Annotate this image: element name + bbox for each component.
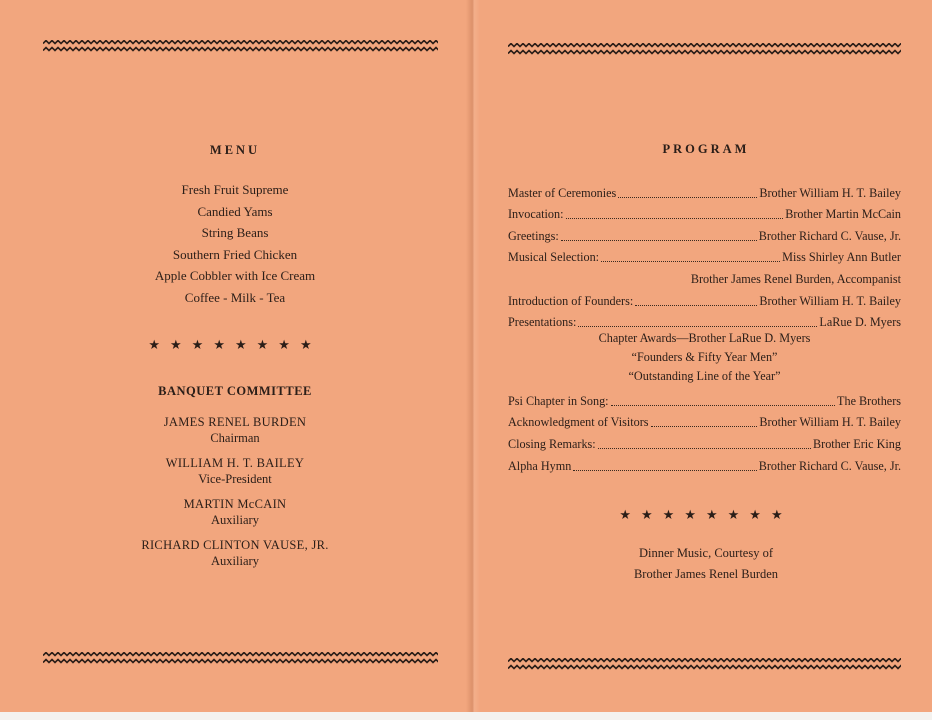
footer-line: Brother James Renel Burden (633, 567, 779, 581)
footer-line: Dinner Music, Courtesy of (638, 546, 773, 560)
member-role: Vice-President (198, 472, 272, 486)
bottom-right-zigzag-border (508, 658, 901, 672)
program-panel (480, 0, 932, 712)
menu-item: Apple Cobbler with Ice Cream (154, 268, 316, 284)
awards-line: “Outstanding Line of the Year” (628, 369, 781, 384)
program-row-label: Introduction of Founders: (508, 293, 634, 308)
program-row (508, 179, 901, 201)
program-row-value: The Brothers (837, 393, 901, 408)
member-name: MARTIN McCAIN (183, 497, 287, 511)
program-row-value: Brother William H. T. Bailey (759, 185, 901, 200)
top-right-zigzag-border (508, 43, 901, 57)
program-row-label: Alpha Hymn (508, 458, 572, 473)
program-accompanist (508, 265, 901, 287)
dot-leader (611, 404, 835, 406)
program-row-label: Master of Ceremonies (508, 185, 617, 200)
menu-item: Southern Fried Chicken (172, 246, 298, 262)
committee-list (0, 414, 470, 578)
menu-item: Candied Yams (197, 203, 273, 219)
dot-leader (601, 260, 780, 262)
dot-leader (578, 325, 817, 327)
program-row-label: Invocation: (508, 207, 564, 222)
program-row (508, 409, 901, 431)
menu-list (0, 181, 470, 311)
dot-leader (651, 425, 758, 427)
program-row-label: Acknowledgment of Visitors (508, 415, 649, 430)
member-name: RICHARD CLINTON VAUSE, JR. (141, 538, 329, 552)
member-role: Chairman (210, 431, 260, 445)
program-row (508, 287, 901, 309)
member-name: WILLIAM H. T. BAILEY (165, 456, 305, 470)
program-row-value: Brother Richard C. Vause, Jr. (758, 458, 901, 473)
program-row (508, 452, 901, 474)
program-row-value: Brother William H. T. Bailey (759, 415, 901, 430)
committee-member (0, 496, 470, 528)
program-title: PROGRAM (662, 142, 750, 156)
menu-item: Coffee - Milk - Tea (184, 289, 286, 305)
program-row-value: LaRue D. Myers (819, 315, 901, 330)
dot-leader (635, 304, 757, 306)
committee-member (0, 414, 470, 446)
menu-title: MENU (209, 143, 261, 157)
program-row (508, 430, 901, 452)
committee-title: BANQUET COMMITTEE (158, 384, 312, 398)
program-row-value: Brother Richard C. Vause, Jr. (758, 228, 901, 243)
program-row-value: Brother Martin McCain (785, 207, 901, 222)
awards-line: Chapter Awards—Brother LaRue D. Myers (598, 331, 811, 346)
dinner-music-credit (480, 543, 932, 585)
member-role: Auxiliary (211, 554, 259, 568)
dot-leader (573, 469, 756, 471)
committee-member (0, 537, 470, 569)
dot-leader (598, 447, 811, 449)
program-row-value: Brother Eric King (813, 436, 901, 451)
program-row (508, 387, 901, 409)
dot-leader (618, 196, 757, 198)
program-row-label: Closing Remarks: (508, 436, 596, 451)
program-row-label: Greetings: (508, 228, 559, 243)
menu-star-divider: ★★★★★★★★ (148, 337, 322, 352)
program-row-label: Presentations: (508, 315, 577, 330)
program-row-label: Psi Chapter in Song: (508, 393, 609, 408)
committee-member (0, 455, 470, 487)
menu-panel (0, 0, 470, 712)
program-row-label: Musical Selection: (508, 250, 600, 265)
member-name: JAMES RENEL BURDEN (163, 415, 307, 429)
program-list (508, 179, 901, 474)
program-row-value: Miss Shirley Ann Butler (782, 250, 901, 265)
member-role: Auxiliary (211, 513, 259, 527)
menu-item: String Beans (201, 225, 269, 241)
dot-leader (566, 217, 784, 219)
menu-item: Fresh Fruit Supreme (181, 182, 289, 197)
accompanist-text: Brother James Renel Burden, Accompanist (690, 271, 901, 286)
program-star-divider: ★★★★★★★★ (619, 507, 793, 522)
program-row (508, 244, 901, 266)
program-row-value: Brother William H. T. Bailey (759, 293, 901, 308)
program-row (508, 222, 901, 244)
dot-leader (561, 239, 757, 241)
program-row (508, 201, 901, 223)
awards-line: “Founders & Fifty Year Men” (631, 350, 778, 365)
bottom-left-zigzag-border (43, 652, 438, 666)
top-left-zigzag-border (43, 40, 438, 54)
program-row (508, 309, 901, 331)
